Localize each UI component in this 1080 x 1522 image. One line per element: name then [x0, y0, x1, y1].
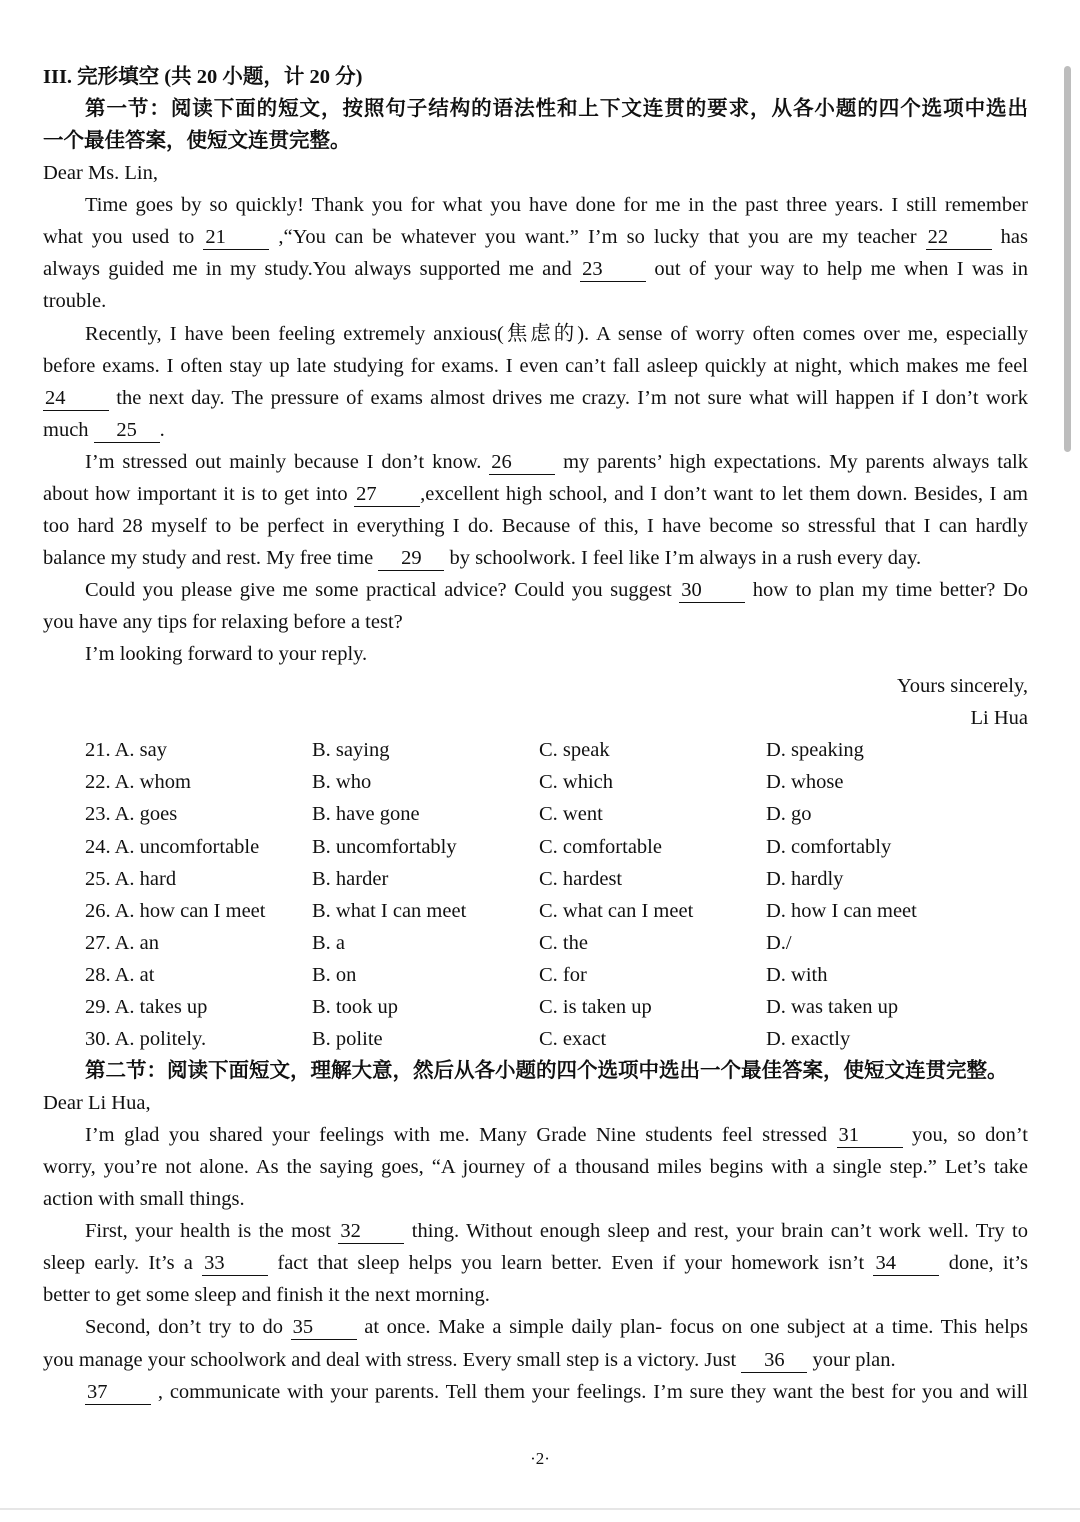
text-line: [43, 702, 1028, 734]
text-run: Second, don’t try to do: [85, 1316, 291, 1339]
answer-option: D. exactly: [766, 1027, 851, 1050]
text-line: [43, 318, 1028, 350]
text-run: fact that sleep helps you learn better. Even if your homework isn’t: [268, 1252, 874, 1275]
text-line: [43, 1376, 1028, 1408]
text-run: you manage your schoolwork and deal with stress. Every small step is a victory. Just: [43, 1348, 742, 1371]
page-number: ·2·: [530, 1449, 550, 1468]
text-run: much: [43, 418, 94, 441]
text-line: [43, 1119, 1028, 1151]
text-run: I’m looking forward to your reply.: [85, 643, 368, 666]
text-run: you, so don’t: [902, 1124, 1028, 1147]
text-run: done, it’s: [939, 1252, 1028, 1275]
text-run: my parents’ high expectations. My parents always talk: [555, 450, 1028, 473]
text-line: [43, 1183, 1028, 1215]
text-run: First, your health is the most: [85, 1220, 339, 1243]
answer-option: C. exact: [539, 1027, 607, 1050]
text-line: [43, 1055, 1028, 1087]
answer-option: C. went: [539, 803, 603, 826]
answer-option: C. hardest: [539, 867, 623, 890]
text-run: worry, you’re not alone. As the saying goes, “A journey of a thousand miles begins with a single step.” Let’s take: [43, 1156, 1028, 1179]
text-line: [43, 221, 1028, 253]
text-run: 第二节：阅读下面短文，理解大意，然后从各小题的四个选项中选出一个最佳答案，使短文连贯完整。: [85, 1059, 1008, 1082]
answer-option: D. comfortably: [766, 835, 892, 858]
text-run: action with small things.: [43, 1188, 245, 1211]
answer-blank: 31: [837, 1123, 903, 1148]
text-run: has: [991, 226, 1028, 249]
text-run: , communicate with your parents. Tell them your feelings. I’m sure they want the best for you and will: [151, 1380, 1028, 1403]
answer-option: D./: [766, 931, 792, 954]
text-run: Could you please give me some practical advice? Could you suggest: [85, 579, 680, 601]
text-run: balance my study and rest. My free time: [43, 546, 379, 569]
option-row: [43, 991, 1028, 1023]
text-line: [43, 350, 1028, 382]
option-row: [43, 831, 1028, 863]
text-run: too hard 28 myself to be perfect in everything I do. Because of this, I have become so stressful that I can hardly: [43, 514, 1028, 537]
answer-option: C. the: [539, 931, 588, 954]
answer-option: B. uncomfortably: [312, 835, 457, 858]
text-line: [43, 478, 1028, 510]
text-line: [43, 510, 1028, 542]
answer-blank: 37: [85, 1380, 151, 1405]
answer-blank: 32: [338, 1219, 404, 1244]
answer-blank: 26: [489, 450, 555, 475]
text-run: III. 完形填空 (共 20 小题，计 20 分): [43, 66, 363, 88]
answer-option: B. what I can meet: [312, 899, 467, 922]
text-run: 第一节：阅读下面的短文，按照句子结构的语法性和上下文连贯的要求，从各小题的四个选项中选出: [85, 98, 1028, 121]
text-run: at once. Make a simple daily plan- focus on one subject at a time. This helps: [356, 1316, 1028, 1339]
text-line: [43, 125, 1028, 157]
answer-option: 25. A. hard: [85, 867, 177, 890]
text-line: [43, 670, 1028, 702]
answer-blank: 34: [873, 1251, 939, 1276]
text-line: [43, 1087, 1028, 1119]
text-line: [43, 1344, 1028, 1376]
text-run: I’m stressed out mainly because I don’t know.: [85, 450, 490, 473]
text-line: [43, 1247, 1028, 1279]
text-line: [43, 382, 1028, 414]
answer-blank: 25: [94, 418, 160, 443]
text-line: [43, 574, 1028, 606]
answer-blank: 36: [741, 1348, 807, 1373]
answer-option: B. took up: [312, 995, 398, 1018]
text-run: how to plan my time better? Do: [745, 579, 1028, 601]
answer-option: 21. A. say: [85, 739, 167, 762]
answer-option: 24. A. uncomfortable: [85, 835, 260, 858]
text-run: .: [159, 418, 165, 441]
answer-option: 23. A. goes: [85, 803, 178, 826]
text-run: Recently, I have been feeling extremely anxious(焦虑的). A sense of worry often comes over me, especially: [85, 322, 1028, 345]
text-run: I’m glad you shared your feelings with me. Many Grade Nine students feel stressed: [85, 1124, 837, 1147]
text-run: Yours sincerely,: [897, 675, 1028, 698]
text-run: sleep early. It’s a: [43, 1252, 203, 1275]
answer-option: B. polite: [312, 1027, 383, 1050]
text-run: 一个最佳答案，使短文连贯完整。: [43, 130, 351, 153]
answer-option: D. with: [766, 963, 828, 986]
answer-option: 28. A. at: [85, 963, 155, 986]
text-line: [43, 606, 1028, 638]
answer-option: B. harder: [312, 867, 389, 890]
option-row: [43, 895, 1028, 927]
answer-option: B. a: [312, 931, 346, 954]
exam-page: [43, 61, 1028, 1408]
answer-blank: 23: [580, 257, 646, 282]
text-run: Dear Ms. Lin,: [43, 162, 159, 185]
answer-option: C. for: [539, 963, 587, 986]
text-run: Time goes by so quickly! Thank you for what you have done for me in the past three years. I still remember: [85, 194, 1028, 217]
text-run: ,excellent high school, and I don’t want to let them down. Besides, I am: [420, 482, 1028, 505]
text-line: [43, 285, 1028, 317]
answer-option: B. saying: [312, 739, 390, 762]
text-run: better to get some sleep and finish it the next morning.: [43, 1284, 490, 1307]
text-run: the next day. The pressure of exams almost drives me crazy. I’m not sure what will happen if I don’t work: [109, 386, 1028, 409]
answer-option: 30. A. politely.: [85, 1027, 207, 1050]
text-run: trouble.: [43, 290, 107, 313]
answer-option: C. comfortable: [539, 835, 662, 858]
option-row: [43, 863, 1028, 895]
text-line: [43, 638, 1028, 670]
text-line: [43, 1311, 1028, 1343]
answer-option: B. on: [312, 963, 357, 986]
answer-option: B. who: [312, 771, 372, 794]
option-row: [43, 927, 1028, 959]
text-run: by schoolwork. I feel like I’m always in a rush every day.: [444, 546, 922, 569]
answer-blank: 27: [354, 482, 420, 507]
option-row: [43, 798, 1028, 830]
answer-blank: 29: [378, 546, 444, 571]
answer-option: C. is taken up: [539, 995, 652, 1018]
text-run: your plan.: [807, 1348, 896, 1371]
answer-blank: 35: [291, 1315, 357, 1340]
option-row: [43, 734, 1028, 766]
answer-option: C. what can I meet: [539, 899, 694, 922]
text-line: [43, 157, 1028, 189]
answer-blank: 33: [202, 1251, 268, 1276]
text-line: [43, 61, 1028, 93]
page-divider: [0, 1508, 1080, 1510]
text-run: thing. Without enough sleep and rest, your brain can’t work well. Try to: [404, 1220, 1028, 1243]
text-run: Li Hua: [970, 707, 1028, 730]
answer-option: C. which: [539, 771, 614, 794]
option-row: [43, 959, 1028, 991]
answer-option: 26. A. how can I meet: [85, 899, 266, 922]
answer-blank: 30: [679, 578, 745, 603]
answer-option: D. speaking: [766, 739, 864, 762]
text-line: [43, 253, 1028, 285]
text-line: [43, 446, 1028, 478]
answer-blank: 24: [43, 386, 109, 411]
text-run: ,“You can be whatever you want.” I’m so lucky that you are my teacher: [269, 226, 926, 249]
text-line: [43, 1151, 1028, 1183]
answer-blank: 22: [926, 225, 992, 250]
text-run: always guided me in my study.You always supported me and: [43, 258, 581, 281]
text-run: about how important it is to get into: [43, 482, 355, 505]
answer-option: D. whose: [766, 771, 844, 794]
text-line: [43, 414, 1028, 446]
text-run: out of your way to help me when I was in: [646, 258, 1028, 281]
text-line: [43, 189, 1028, 221]
option-row: [43, 766, 1028, 798]
answer-option: D. how I can meet: [766, 899, 917, 922]
text-run: Dear Li Hua,: [43, 1092, 151, 1114]
text-run: before exams. I often stay up late studying for exams. I even can’t fall asleep quickly at night, which makes me feel: [43, 354, 1028, 377]
scrollbar[interactable]: [1064, 66, 1071, 452]
text-line: [43, 1279, 1028, 1311]
text-line: [43, 1215, 1028, 1247]
answer-option: C. speak: [539, 739, 610, 762]
answer-option: D. hardly: [766, 867, 844, 890]
text-line: [43, 542, 1028, 574]
option-row: [43, 1023, 1028, 1055]
text-run: what you used to: [43, 226, 204, 249]
answer-option: 29. A. takes up: [85, 995, 208, 1018]
answer-option: 27. A. an: [85, 931, 160, 954]
answer-option: D. go: [766, 803, 812, 826]
text-run: you have any tips for relaxing before a test?: [43, 611, 403, 634]
answer-option: D. was taken up: [766, 995, 899, 1018]
answer-option: B. have gone: [312, 803, 420, 826]
answer-blank: 21: [203, 225, 269, 250]
text-line: [43, 93, 1028, 125]
answer-option: 22. A. whom: [85, 771, 191, 794]
